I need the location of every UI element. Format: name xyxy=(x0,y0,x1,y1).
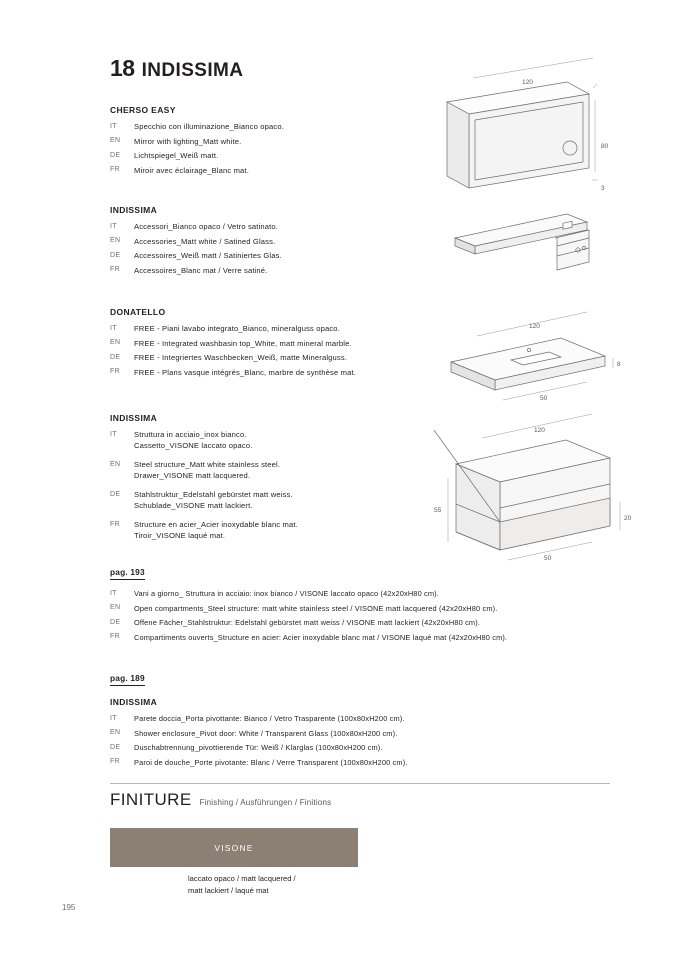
spec-text: Specchio con illuminazione_Bianco opaco. xyxy=(134,122,284,131)
spec-text: Struttura in acciaio_inox bianco. xyxy=(134,430,247,439)
spec-text: Steel structure_Matt white stainless steel. xyxy=(134,460,281,469)
spec-line xyxy=(110,729,580,740)
spec-line xyxy=(110,589,580,600)
svg-text:8: 8 xyxy=(617,361,621,368)
section-heading: INDISSIMA xyxy=(110,413,158,423)
page-title xyxy=(110,55,243,82)
svg-text:50: 50 xyxy=(540,395,548,402)
spec-text: FREE - Piani lavabo integrato_Bianco, mineralguss opaco. xyxy=(134,324,340,333)
spec-text: Accessories_Matt white / Satined Glass. xyxy=(134,236,276,246)
lang-code: FR xyxy=(110,266,120,273)
spec-line xyxy=(110,618,580,629)
lang-code: IT xyxy=(110,589,117,597)
spec-text: Duschabtrennung_pivottierende Tür: Weiß / Klarglas (100x80xH200 cm). xyxy=(134,743,383,752)
illustration-washbasin xyxy=(437,318,637,418)
section-heading: CHERSO EASY xyxy=(110,105,176,115)
spec-text-group xyxy=(134,490,293,511)
svg-text:120: 120 xyxy=(534,427,545,434)
spec-text: Compartiments ouverts_Structure en acier: Acier inoxydable blanc mat / VISONE laqué mat (42x20xH80 cm). xyxy=(134,632,508,642)
lang-code: IT xyxy=(110,430,117,438)
lang-code: EN xyxy=(110,137,121,144)
lang-code: IT xyxy=(110,122,117,130)
section-heading: INDISSIMA xyxy=(110,697,158,707)
lang-code: IT xyxy=(110,222,117,230)
illustration-accessories xyxy=(437,208,637,298)
svg-text:80: 80 xyxy=(601,143,609,150)
spec-text-group xyxy=(134,460,280,481)
spec-text: FREE - Plans vasque intégrés_Blanc, marbre de synthèse mat. xyxy=(134,367,356,377)
svg-text:50: 50 xyxy=(544,555,552,562)
lang-code: DE xyxy=(110,490,121,498)
lang-code: IT xyxy=(110,324,117,332)
svg-text:120: 120 xyxy=(529,323,540,330)
lang-code: FR xyxy=(110,166,120,173)
page-title-number: 18 xyxy=(110,55,135,81)
svg-text:55: 55 xyxy=(434,507,442,514)
swatch-label: VISONE xyxy=(214,842,254,853)
spec-text-second: Drawer_VISONE matt lacquered. xyxy=(134,470,251,480)
spec-text: Parete doccia_Porta pivottante: Bianco / Vetro Trasparente (100x80xH200 cm). xyxy=(134,714,405,723)
lang-code: EN xyxy=(110,604,121,611)
lang-code: EN xyxy=(110,339,121,346)
lang-code: IT xyxy=(110,714,117,722)
svg-text:120: 120 xyxy=(522,79,533,86)
spec-line xyxy=(110,743,580,754)
page-ref-189 xyxy=(110,668,580,772)
swatch-caption-line1: laccato opaco / matt lacquered / xyxy=(188,874,296,883)
swatch-caption xyxy=(188,873,296,896)
spec-text: FREE - Integriertes Waschbecken_Weiß, matte Mineralguss. xyxy=(134,353,348,362)
illustration-mirror xyxy=(437,80,637,195)
finiture-subtitle: Finishing / Ausführungen / Finitions xyxy=(199,798,332,807)
spec-text-group xyxy=(134,520,298,541)
folio-number: 195 xyxy=(62,903,76,912)
spec-line xyxy=(110,604,580,615)
spec-text-second: Tiroir_VISONE laqué mat. xyxy=(134,530,226,540)
swatch-caption-line2: matt lackiert / laqué mat xyxy=(188,885,269,895)
spec-line xyxy=(110,633,580,644)
spec-text: Accessori_Bianco opaco / Vetro satinato. xyxy=(134,222,279,231)
page-ref-193 xyxy=(110,562,580,647)
spec-text: Stahlstruktur_Edelstahl gebürstet matt weiss. xyxy=(134,490,293,499)
spec-text: Shower enclosure_Pivot door: White / Transparent Glass (100x80xH200 cm). xyxy=(134,728,398,738)
svg-text:20: 20 xyxy=(624,515,632,522)
spec-text: Paroi de douche_Porte pivotante: Blanc / Verre Transparent (100x80xH200 cm). xyxy=(134,757,408,767)
section-heading: DONATELLO xyxy=(110,307,166,317)
lang-code: DE xyxy=(110,353,121,361)
lang-code: FR xyxy=(110,633,120,640)
lang-code: FR xyxy=(110,368,120,375)
lang-code: DE xyxy=(110,251,121,259)
spec-line xyxy=(110,758,580,769)
lang-code: EN xyxy=(110,729,121,736)
spec-text: Offene Fächer_Stahlstruktur: Edelstahl gebürstet matt weiss / VISONE matt lackiert (42x20xH80 cm). xyxy=(134,618,481,627)
spec-text: Lichtspiegel_Weiß matt. xyxy=(134,151,219,160)
spec-text: Accessoires_Blanc mat / Verre satiné. xyxy=(134,265,268,275)
page-title-text: INDISSIMA xyxy=(141,60,244,81)
lang-code: FR xyxy=(110,520,120,528)
finiture-title: FINITURE xyxy=(110,790,192,809)
lang-code: FR xyxy=(110,758,120,765)
spec-text: Structure en acier_Acier inoxydable blanc mat. xyxy=(134,520,298,529)
finish-swatch-visone[interactable] xyxy=(110,828,358,867)
page-ref-label[interactable]: pag. 193 xyxy=(110,567,145,580)
spec-text: Miroir avec éclairage_Blanc mat. xyxy=(134,165,249,175)
lang-code: DE xyxy=(110,618,121,626)
page-ref-label[interactable]: pag. 189 xyxy=(110,673,145,686)
section-divider xyxy=(110,783,610,784)
spec-text: Mirror with lighting_Matt white. xyxy=(134,136,242,146)
lang-code: EN xyxy=(110,460,121,468)
spec-text: Open compartments_Steel structure: matt white stainless steel / VISONE matt lacquered (42x20xH80 cm). xyxy=(134,603,498,613)
lang-code: DE xyxy=(110,743,121,751)
lang-code: EN xyxy=(110,237,121,244)
lang-code: DE xyxy=(110,151,121,159)
finiture-header xyxy=(110,790,331,810)
section-heading: INDISSIMA xyxy=(110,205,158,215)
spec-text-second: Cassetto_VISONE laccato opaco. xyxy=(134,440,253,450)
spec-text-group xyxy=(134,430,252,451)
spec-text: FREE - Integrated washbasin top_White, matt mineral marble. xyxy=(134,338,352,348)
illustration-structure xyxy=(434,427,649,570)
spec-line xyxy=(110,714,580,725)
spec-text: Accessoires_Weiß matt / Satiniertes Glas. xyxy=(134,251,282,260)
svg-text:3: 3 xyxy=(601,185,605,192)
spec-text-second: Schublade_VISONE matt lackiert. xyxy=(134,500,253,510)
spec-text: Vani a giorno_ Struttura in acciaio: inox bianco / VISONE laccato opaco (42x20xH80 cm). xyxy=(134,589,439,598)
